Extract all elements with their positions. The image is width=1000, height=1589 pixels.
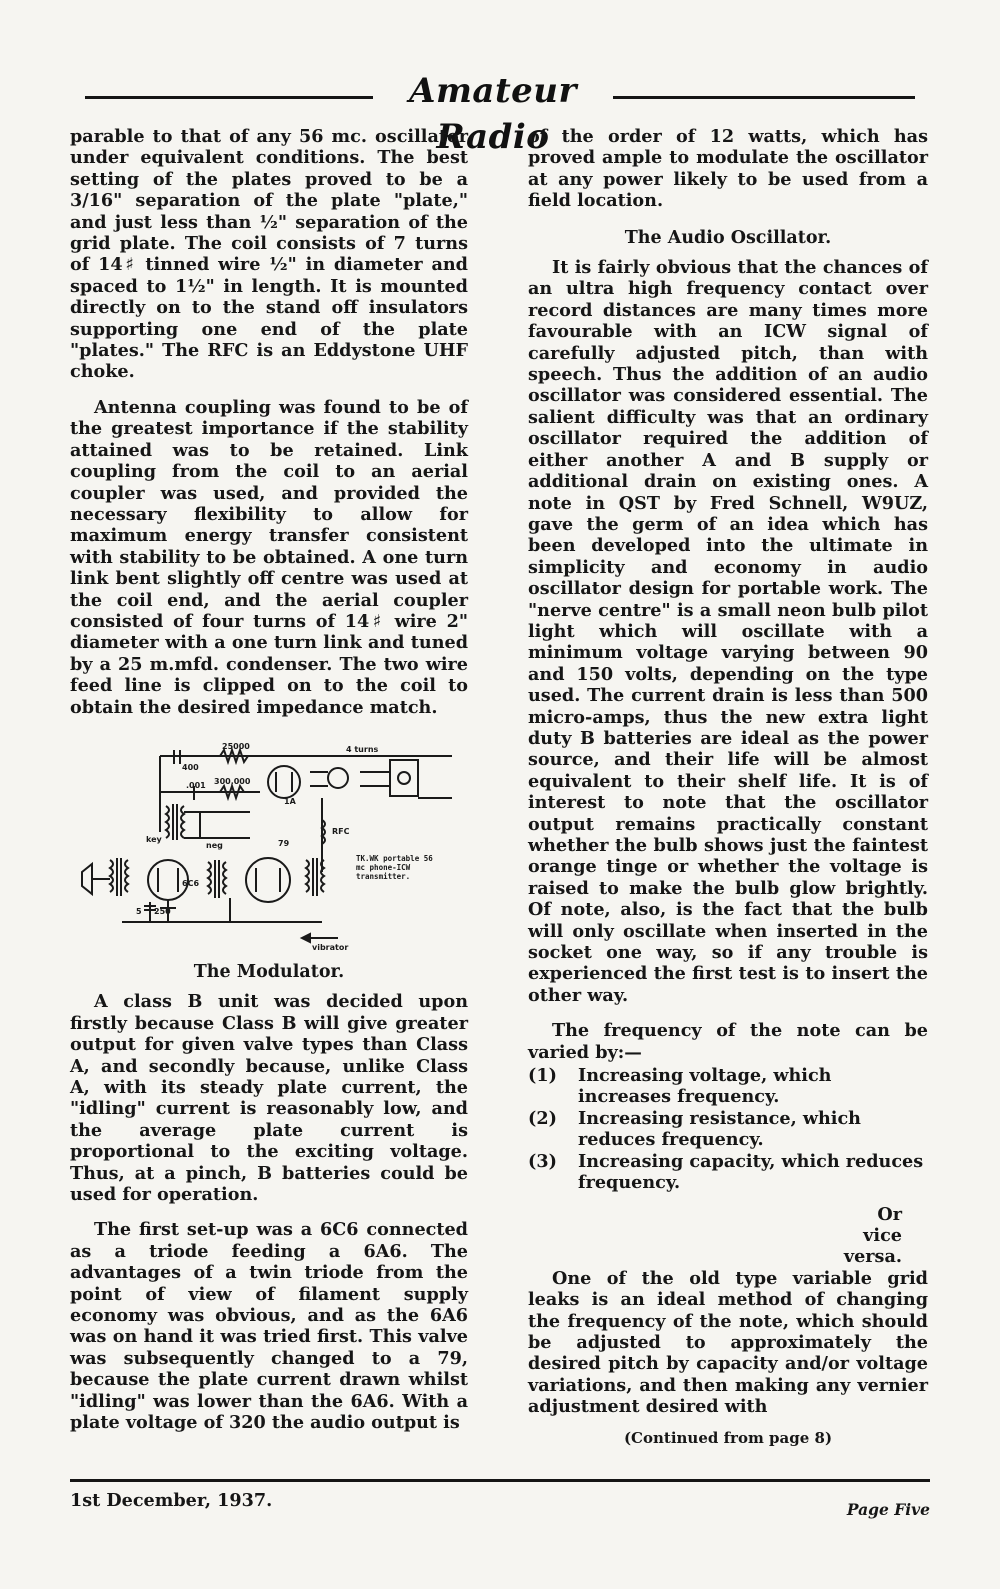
- left-column: [70, 126, 468, 1434]
- label-turns: 4 turns: [346, 744, 379, 754]
- or-vice-versa-line: versa.: [843, 1246, 902, 1268]
- list-number: (1): [528, 1065, 557, 1087]
- list-item: [528, 1108, 928, 1151]
- label-rfc: RFC: [332, 826, 350, 836]
- right-paragraph-2: It is fairly obvious that the chances of an ultra high frequency contact over record distances are many times more favourable with an ICW signal of carefully adjusted pitch, than with speech. Thus the addition of an audio oscillator was considered essential. The salient difficulty was that an ordinary oscillator required the addition of either another A and B supply or additional drain on existing ones. A note in QST by Fred Schnell, W9UZ, gave the germ of an idea which has been developed into the ultimate in simplicity and economy in audio oscillator design for portable work. The "nerve centre" is a small neon bulb pilot light which will oscillate with a minimum voltage varying between 90 and 150 volts, depending on the type used. The current drain is less than 500 micro-amps, thus the new extra light duty B batteries are ideal as the power source, and their life will be almost equivalent to their shelf life. It is of interest to note that the oscillator output remains practically constant whether the bulb shows just the faintest orange tinge or whether the voltage is raised to make the bulb glow brightly. Of note, also, is the fact that the bulb will only oscillate when inserted in the socket one way, so if any trouble is experienced the first test is to insert the other way.: [528, 257, 928, 1006]
- frequency-list: [528, 1065, 928, 1193]
- label-r-300k: 300,000: [214, 776, 251, 786]
- left-paragraph-4: The first set-up was a 6C6 connected as a triode feeding a 6A6. The advantages of a twin triode from the point of view of filament supply economy was obvious, and as the 6A6 was on hand it was tried first. This valve was subsequently changed to a 79, because the plate current drawn whilst "idling" was lower than the 6A6. With a plate voltage of 320 the audio output is: [70, 1219, 468, 1434]
- label-c-5: 5: [136, 906, 142, 916]
- label-tube-1: 1A: [284, 796, 296, 806]
- masthead-title: Amateur Radio: [409, 71, 577, 157]
- footer-date: 1st December, 1937.: [70, 1490, 273, 1511]
- subhead-audio-oscillator: The Audio Oscillator.: [624, 227, 832, 248]
- list-item: [528, 1065, 928, 1108]
- label-tube-6c6: 6C6: [182, 878, 200, 888]
- label-neg: neg: [206, 840, 223, 850]
- label-key: key: [146, 834, 162, 844]
- label-note: TK.WK portable 56 mc phone-ICW transmitter.: [356, 853, 433, 881]
- footer-rule: [70, 1479, 930, 1482]
- or-vice-versa-line: Or: [877, 1203, 902, 1225]
- list-text: Increasing capacity, which reduces frequency.: [578, 1150, 924, 1194]
- list-item: [528, 1151, 928, 1194]
- list-number: (3): [528, 1150, 557, 1172]
- left-paragraph-1: parable to that of any 56 mc. oscillator under equivalent conditions. The best setting of the plates proved to be a 3/16" separation of the plate "plate," and just less than ½" separation of the grid plate. The coil consists of 7 turns of 14♯ tinned wire ½" in diameter and spaced to 1½" in length. It is mounted directly on to the stand off insulators supporting one end of the plate "plates." The RFC is an Eddystone UHF choke.: [70, 126, 468, 383]
- left-paragraph-2: Antenna coupling was found to be of the greatest importance if the stability attained was to be retained. Link coupling from the coil to an aerial coupler was used, and provided the necessary flexibility to allow for maximum energy transfer consistent with stability to be obtained. A one turn link bent slightly off centre was used at the coil end, and the aerial coupler consisted of four turns of 14♯ wire 2" diameter with a one turn link and tuned by a 25 m.mfd. condenser. The two wire feed line is clipped on to the coil to obtain the desired impedance match.: [70, 396, 468, 718]
- list-text: Increasing resistance, which reduces frequency.: [578, 1107, 861, 1151]
- masthead-rule-left: [85, 96, 373, 99]
- right-column: [528, 126, 928, 1449]
- label-r-top: 25000: [222, 741, 250, 751]
- list-text: Increasing voltage, which increases frequency.: [578, 1065, 832, 1108]
- label-tube-79: 79: [278, 838, 290, 848]
- label-c-001: .001: [186, 780, 206, 790]
- list-number: (2): [528, 1107, 557, 1129]
- masthead: [85, 68, 915, 157]
- footer-page-number: Page Five: [846, 1500, 930, 1519]
- masthead-rule-right: [613, 96, 915, 99]
- circuit-schematic: [70, 742, 468, 952]
- continued-note: (Continued from page 8): [623, 1428, 833, 1447]
- circuit-diagram: [70, 742, 468, 952]
- left-paragraph-3: A class B unit was decided upon firstly because Class B will give greater output for given valve types than Class A, and secondly because, unlike Class A, with its steady plate current, the "idling" current is reasonably low, and the average plate current is proportional to the exciting voltage. Thus, at a pinch, B batteries could be used for operation.: [70, 991, 468, 1206]
- subhead-modulator: The Modulator.: [193, 961, 345, 982]
- right-paragraph-1: of the order of 12 watts, which has proved ample to modulate the oscillator at any power likely to be used from a field location.: [528, 126, 928, 212]
- right-paragraph-4: One of the old type variable grid leaks is an ideal method of changing the frequency of the note, which should be adjusted to approximately the desired pitch by capacity and/or voltage variations, and then making any vernier adjustment desired with: [528, 1267, 928, 1418]
- label-c-400: 400: [182, 762, 199, 772]
- or-vice-versa: [528, 1204, 902, 1268]
- label-vibrator: vibrator: [312, 942, 349, 952]
- right-paragraph-3: The frequency of the note can be varied by:—: [528, 1020, 928, 1063]
- label-c-250: 250: [154, 906, 171, 916]
- or-vice-versa-line: vice: [863, 1224, 902, 1246]
